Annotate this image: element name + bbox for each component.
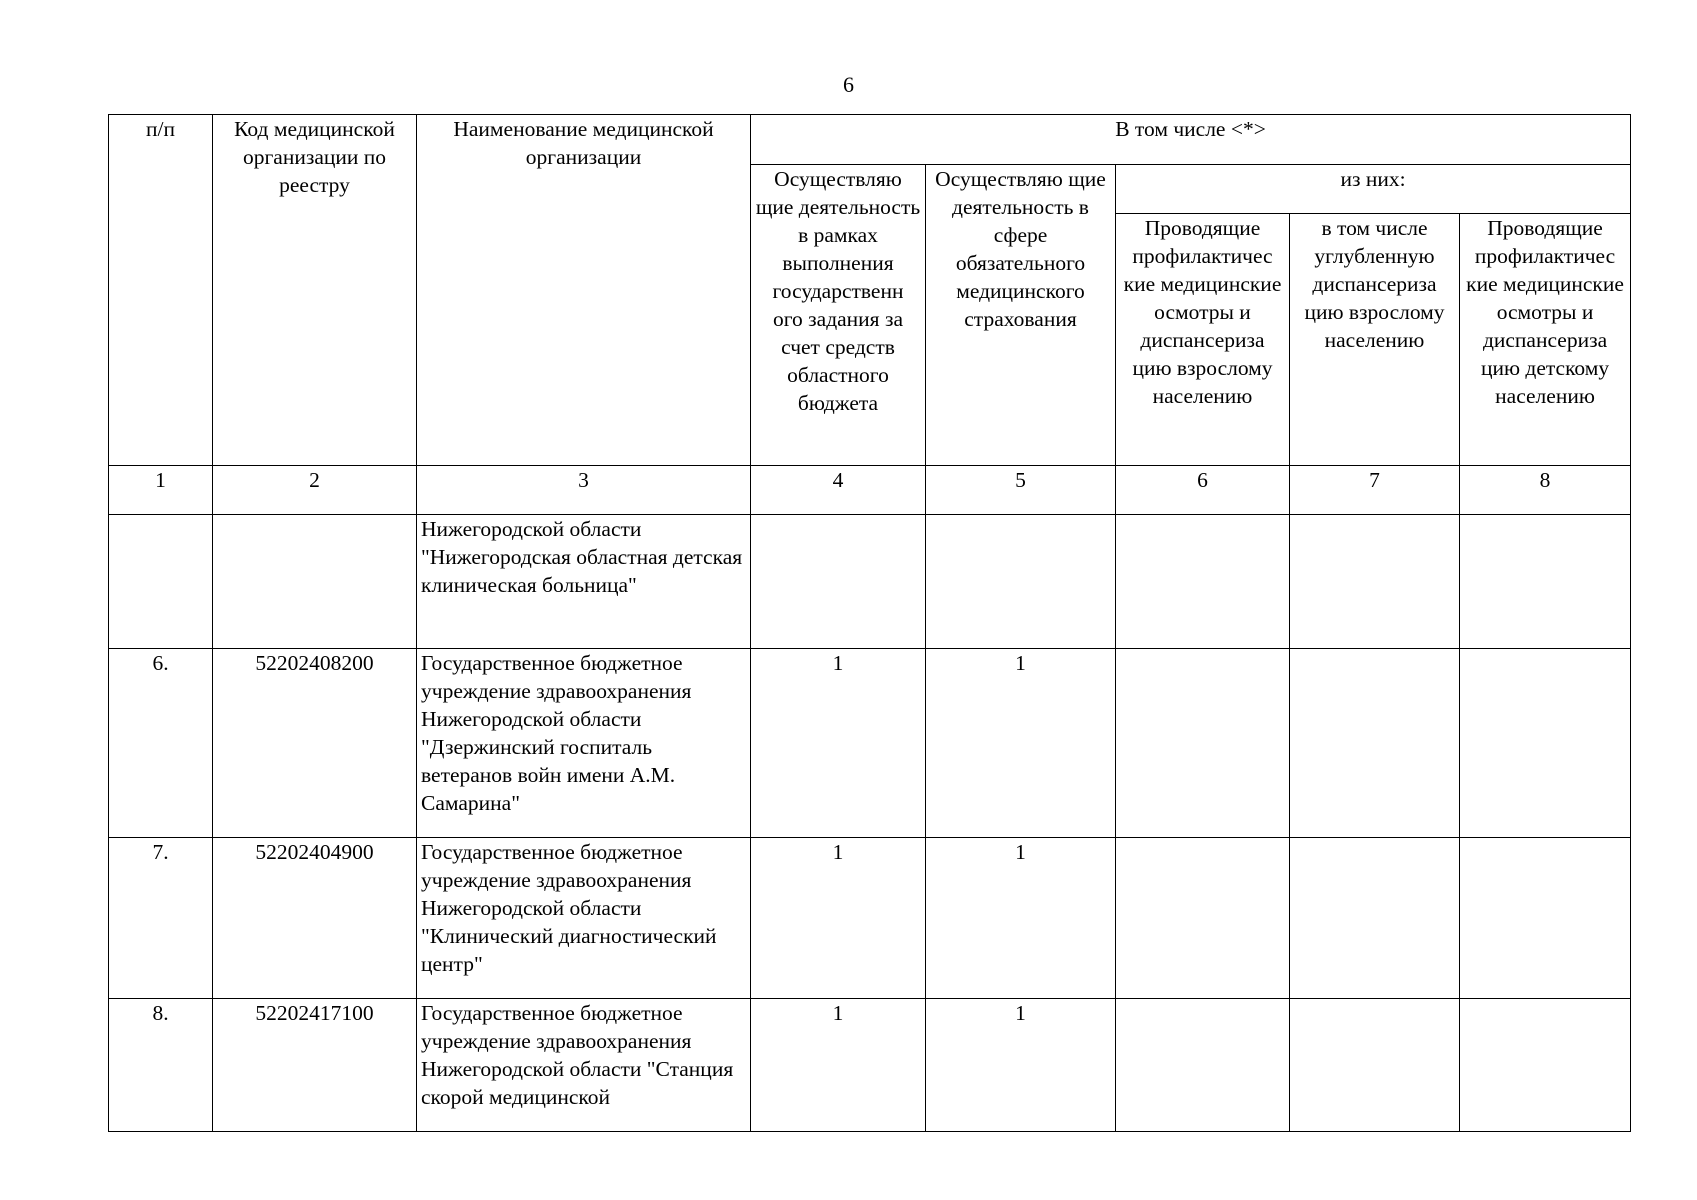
header-col-6: Проводящие профилактичес кие медицинские осмотры и диспансериза цию взрослому населению: [1116, 214, 1290, 466]
cell-col-8: [1460, 649, 1631, 838]
org-code: 52202408200: [213, 649, 417, 838]
column-number: 7: [1290, 466, 1460, 515]
header-col-8: Проводящие профилактичес кие медицинские осмотры и диспансериза цию детскому населению: [1460, 214, 1631, 466]
row-number: 7.: [109, 838, 213, 999]
cell-col-7: [1290, 999, 1460, 1132]
header-col-7: в том числе углубленную диспансериза цию взрослому населению: [1290, 214, 1460, 466]
column-number: 8: [1460, 466, 1631, 515]
cell-col-4: [751, 515, 926, 649]
table-row: [109, 649, 1631, 838]
header-col-1: п/п: [109, 115, 213, 466]
column-number: 2: [213, 466, 417, 515]
cell-col-8: [1460, 999, 1631, 1132]
org-name: Государственное бюджетное учреждение здравоохранения Нижегородской области "Станция скорой медицинской: [417, 999, 751, 1132]
cell-col-6: [1116, 649, 1290, 838]
table-row: [109, 999, 1631, 1132]
cell-col-7: [1290, 838, 1460, 999]
row-number: 6.: [109, 649, 213, 838]
row-number: [109, 515, 213, 649]
column-number: 6: [1116, 466, 1290, 515]
header-col-2: Код медицинской организации по реестру: [213, 115, 417, 466]
org-name: Государственное бюджетное учреждение здравоохранения Нижегородской области "Дзержинский госпиталь ветеранов войн имени А.М. Самарина": [417, 649, 751, 838]
column-number: 3: [417, 466, 751, 515]
cell-col-7: [1290, 649, 1460, 838]
header-col-4: Осуществляю щие деятельность в рамках выполнения государственн ого задания за счет средств областного бюджета: [751, 165, 926, 466]
header-group: В том числе <*>: [751, 115, 1631, 165]
column-number: 4: [751, 466, 926, 515]
cell-col-8: [1460, 515, 1631, 649]
cell-col-7: [1290, 515, 1460, 649]
table-row: [109, 515, 1631, 649]
cell-col-5: 1: [926, 649, 1116, 838]
header-col-3: Наименование медицинской организации: [417, 115, 751, 466]
cell-col-5: 1: [926, 838, 1116, 999]
org-name: Государственное бюджетное учреждение здравоохранения Нижегородской области "Клинический диагностический центр": [417, 838, 751, 999]
column-number: 5: [926, 466, 1116, 515]
cell-col-4: 1: [751, 999, 926, 1132]
cell-col-6: [1116, 838, 1290, 999]
header-col-5: Осуществляю щие деятельность в сфере обязательного медицинского страхования: [926, 165, 1116, 466]
header-subgroup: из них:: [1116, 165, 1631, 214]
cell-col-6: [1116, 515, 1290, 649]
org-code: 52202404900: [213, 838, 417, 999]
cell-col-5: [926, 515, 1116, 649]
cell-col-8: [1460, 838, 1631, 999]
row-number: 8.: [109, 999, 213, 1132]
table-row: [109, 838, 1631, 999]
cell-col-4: 1: [751, 838, 926, 999]
header-row-1: [109, 115, 1631, 165]
org-code: 52202417100: [213, 999, 417, 1132]
column-numbers-row: [109, 466, 1631, 515]
column-number: 1: [109, 466, 213, 515]
page-number: 6: [843, 72, 854, 97]
organizations-table: [108, 114, 1631, 1132]
cell-col-5: 1: [926, 999, 1116, 1132]
cell-col-4: 1: [751, 649, 926, 838]
org-name: Нижегородской области "Нижегородская областная детская клиническая больница": [417, 515, 751, 649]
cell-col-6: [1116, 999, 1290, 1132]
org-code: [213, 515, 417, 649]
